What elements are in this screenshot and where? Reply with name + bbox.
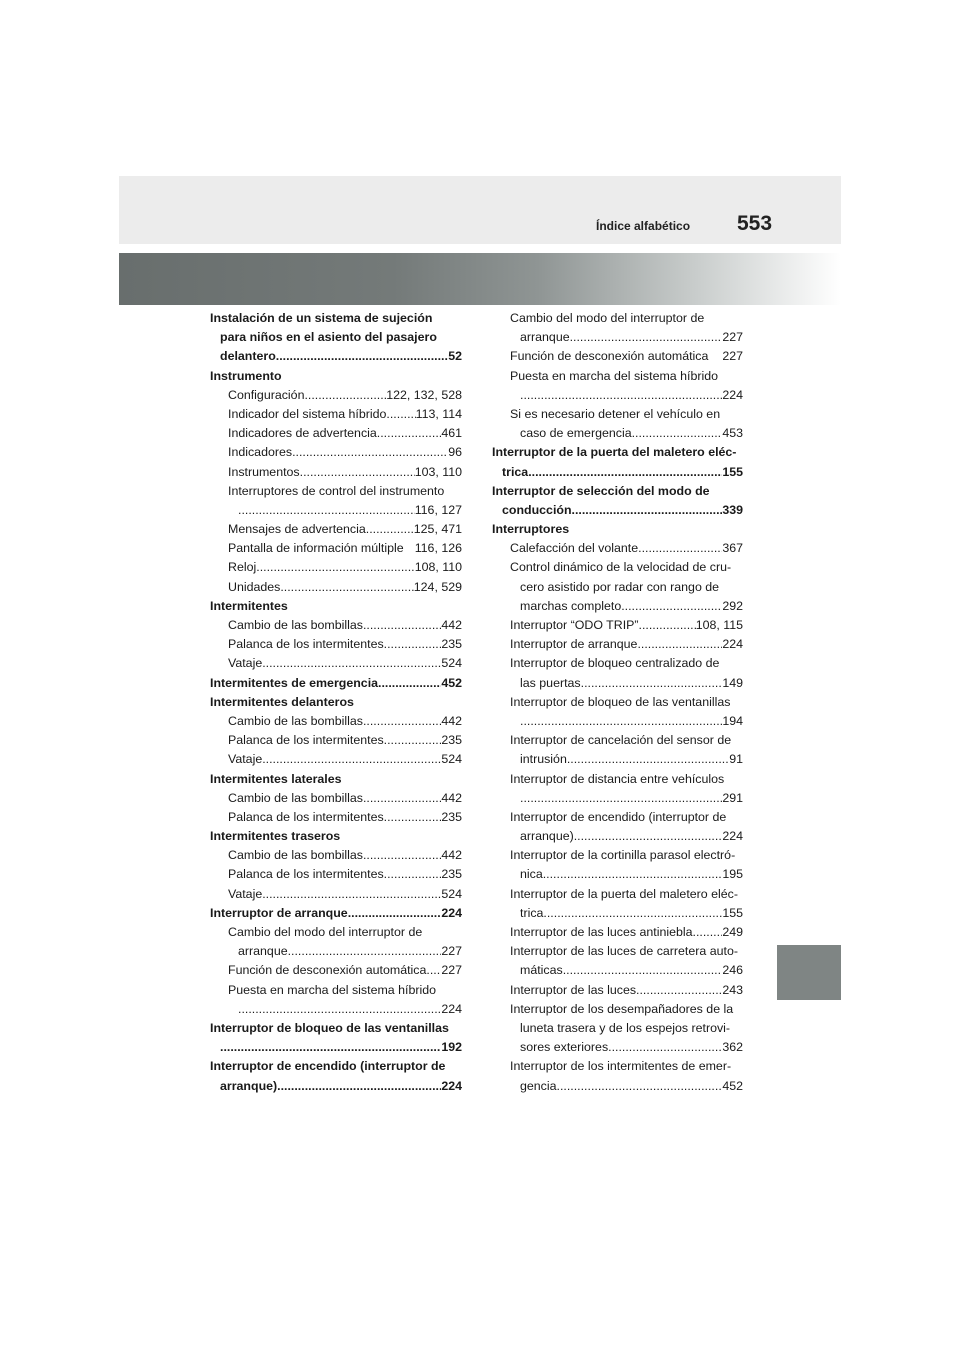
index-entry-page: 461 — [441, 426, 462, 441]
index-entry-label: arranque — [520, 330, 570, 345]
index-entry — [492, 328, 743, 347]
dot-leader — [567, 750, 729, 769]
dot-leader — [363, 846, 441, 865]
index-entry-label: Interruptor de bloqueo de las ventanillas — [510, 694, 731, 709]
dot-leader — [574, 827, 723, 846]
index-entry-label: arranque) — [220, 1078, 278, 1093]
dot-leader — [377, 424, 442, 443]
index-entry — [492, 942, 743, 961]
index-entry-label: Interruptor de la puerta del maletero eléc- — [492, 445, 737, 460]
dot-leader — [220, 1038, 441, 1057]
index-entry-label: Interruptores — [492, 522, 570, 537]
index-entry-page: 116, 127 — [414, 502, 462, 517]
index-entry — [492, 654, 743, 673]
index-entry — [210, 923, 462, 942]
dot-leader — [363, 789, 441, 808]
index-entry — [492, 405, 743, 424]
index-entry-label: nica — [520, 867, 543, 882]
index-entry-label: arranque — [238, 944, 288, 959]
index-entry-page: 149 — [722, 675, 743, 690]
index-entry-page: 524 — [441, 752, 462, 767]
dot-leader — [543, 904, 722, 923]
index-entry — [492, 808, 743, 827]
header-band — [119, 176, 841, 244]
dot-leader — [238, 501, 415, 520]
index-entry — [492, 501, 743, 520]
index-entry-label: Interruptor de los intermitentes de emer- — [510, 1059, 732, 1074]
index-entry — [210, 827, 462, 846]
index-entry — [492, 827, 743, 846]
index-entry — [210, 386, 462, 405]
index-entry-page: 524 — [441, 886, 462, 901]
index-entry-page: 442 — [441, 618, 462, 632]
index-entry-page: 292 — [722, 598, 743, 613]
index-entry-label: Interruptor “ODO TRIP” — [510, 618, 639, 632]
dot-leader — [292, 443, 448, 462]
index-entry-label: Interruptor de encendido (interruptor de — [210, 1059, 446, 1074]
index-entry-label: Interruptor de encendido (interruptor de — [510, 809, 727, 824]
index-column-left — [210, 309, 462, 1096]
index-entry-label: arranque) — [520, 829, 574, 844]
index-entry — [210, 539, 462, 558]
dot-leader — [426, 961, 441, 980]
index-entry-page: 452 — [441, 675, 462, 690]
dot-leader — [581, 674, 723, 693]
index-entry-label: Cambio de las bombillas — [228, 713, 363, 728]
index-entry — [210, 482, 462, 501]
index-column-right — [492, 309, 743, 1096]
index-entry — [210, 578, 462, 597]
dot-leader — [632, 424, 723, 443]
index-entry-label: Palanca de los intermitentes — [228, 637, 384, 652]
index-entry-label: Control dinámico de la velocidad de cru- — [510, 560, 732, 575]
index-entry — [210, 597, 462, 616]
index-entry-page: 224 — [722, 637, 743, 652]
index-entry-page: 235 — [441, 733, 462, 748]
index-entry-page: 124, 529 — [413, 579, 462, 594]
index-entry-label: Cambio del modo del interruptor de — [510, 311, 705, 325]
index-entry-label: Unidades — [228, 579, 281, 594]
index-entry — [210, 1077, 462, 1096]
dot-leader — [384, 635, 442, 654]
index-entry-label: Puesta en marcha del sistema híbrido — [510, 368, 718, 383]
index-entry — [492, 520, 743, 539]
index-entry-page: 91 — [729, 752, 743, 767]
index-entry-label: trica — [520, 905, 544, 920]
index-entry-label: Vataje — [228, 752, 263, 767]
index-entry-page: 442 — [441, 848, 462, 863]
index-entry-label: Mensajes de advertencia — [228, 522, 366, 537]
index-entry — [492, 539, 743, 558]
dot-leader — [621, 597, 722, 616]
index-entry-label: Interruptor de bloqueo centralizado de — [510, 656, 720, 671]
dot-leader — [363, 712, 441, 731]
index-entry — [210, 309, 462, 328]
index-entry-page: 122, 132, 528 — [386, 387, 462, 402]
index-entry-label: delantero — [220, 349, 276, 364]
index-entry — [210, 981, 462, 1000]
index-entry-page: 442 — [441, 790, 462, 805]
index-entry-label: Cambio del modo del interruptor de — [228, 925, 423, 939]
index-entry-page: 52 — [448, 349, 462, 364]
index-entry-page: 125, 471 — [413, 522, 462, 537]
index-entry-page: 192 — [441, 1040, 462, 1055]
dot-leader — [637, 635, 722, 654]
index-entry-label: Intermitentes — [210, 598, 288, 613]
index-entry — [210, 1057, 462, 1076]
index-entry — [492, 885, 743, 904]
index-entry-page: 243 — [722, 982, 743, 997]
index-entry-label: marchas completo — [520, 598, 622, 613]
index-entry-label: intrusión — [520, 752, 567, 767]
index-entry — [492, 674, 743, 693]
index-entry — [210, 865, 462, 884]
index-entry — [492, 1038, 743, 1057]
index-entry-label: Vataje — [228, 656, 263, 671]
index-entry-label: luneta trasera y de los espejos retrovi- — [520, 1020, 731, 1035]
index-entry-page: 246 — [722, 963, 743, 978]
dot-leader — [693, 923, 723, 942]
dot-leader — [384, 808, 442, 827]
index-entry — [492, 443, 743, 462]
index-entry-page: 224 — [722, 387, 743, 402]
index-entry-page: 227 — [722, 349, 743, 364]
dot-leader — [238, 1000, 441, 1019]
index-entry-label: Palanca de los intermitentes — [228, 809, 384, 824]
dot-leader — [277, 1077, 441, 1096]
index-entry-label: Palanca de los intermitentes — [228, 733, 384, 748]
dot-leader — [363, 616, 441, 635]
index-entry-page: 224 — [441, 1001, 462, 1016]
index-entry — [210, 750, 462, 769]
dot-leader — [262, 654, 441, 673]
index-entry — [210, 520, 462, 539]
index-entry — [210, 367, 462, 386]
index-entry — [210, 463, 462, 482]
section-title: Índice alfabético — [596, 219, 691, 233]
dot-leader — [262, 750, 441, 769]
index-entry — [492, 770, 743, 789]
index-entry — [492, 424, 743, 443]
dot-leader — [262, 885, 441, 904]
index-entry — [210, 501, 462, 520]
index-entry-page: 113, 114 — [415, 406, 462, 421]
index-entry-page: 96 — [448, 445, 462, 460]
index-entry — [210, 1000, 462, 1019]
index-entry — [210, 846, 462, 865]
index-entry — [210, 424, 462, 443]
index-entry — [210, 328, 462, 347]
index-entry — [210, 808, 462, 827]
header-gradient-bar — [119, 253, 841, 305]
index-entry-label: Intermitentes traseros — [210, 829, 341, 844]
index-entry-label: Interruptor de la puerta del maletero eléc- — [510, 886, 738, 901]
index-entry-page: 249 — [722, 925, 743, 939]
index-entry-label: para niños en el asiento del pasajero — [220, 330, 437, 345]
index-entry-page: 103, 110 — [414, 464, 462, 479]
dot-leader — [520, 789, 722, 808]
index-entry-label: caso de emergencia — [520, 426, 632, 441]
index-entry-label: Indicador del sistema híbrido — [228, 406, 387, 421]
index-entry-page: 227 — [722, 330, 743, 345]
dot-leader — [300, 463, 415, 482]
index-entry — [492, 712, 743, 731]
index-entry-page: 291 — [722, 790, 743, 805]
index-entry — [492, 367, 743, 386]
dot-leader — [256, 558, 414, 577]
index-entry — [492, 961, 743, 980]
dot-leader — [543, 865, 723, 884]
dot-leader — [557, 1077, 723, 1096]
index-entry — [210, 693, 462, 712]
index-entry — [492, 923, 743, 942]
dot-leader — [348, 904, 442, 923]
index-entry — [492, 865, 743, 884]
index-entry — [492, 750, 743, 769]
index-entry — [492, 482, 743, 501]
dot-leader — [528, 463, 722, 482]
dot-leader — [639, 616, 696, 635]
index-entry-page: 227 — [441, 944, 462, 959]
index-entry — [210, 674, 462, 693]
index-entry — [492, 558, 743, 577]
dot-leader — [636, 981, 722, 1000]
index-entry — [210, 616, 462, 635]
dot-leader — [276, 347, 448, 366]
index-entry-page: 235 — [441, 867, 462, 882]
index-entry-label: Cambio de las bombillas — [228, 618, 363, 632]
index-entry — [210, 635, 462, 654]
dot-leader — [386, 405, 415, 424]
index-entry-label: conducción — [502, 502, 572, 517]
index-entry-page: 195 — [722, 867, 743, 882]
dot-leader — [384, 865, 442, 884]
index-entry-label: Interruptor de cancelación del sensor de — [510, 733, 732, 748]
index-entry-label: Reloj — [228, 560, 257, 575]
index-entry — [210, 443, 462, 462]
index-entry-label: Si es necesario detener el vehículo en — [510, 406, 721, 421]
index-entry-label: Calefacción del volante — [510, 541, 639, 556]
index-entry — [210, 347, 462, 366]
index-entry-label: máticas — [520, 963, 563, 978]
dot-leader — [288, 942, 442, 961]
index-entry — [492, 731, 743, 750]
index-entry-page: 235 — [441, 809, 462, 824]
index-entry — [210, 961, 462, 980]
index-entry — [492, 1077, 743, 1096]
page-number: 553 — [737, 212, 773, 235]
index-entry — [210, 942, 462, 961]
index-entry-label: Interruptor de selección del modo de — [492, 483, 710, 498]
dot-leader — [280, 578, 413, 597]
index-entry — [492, 309, 743, 328]
index-entry — [492, 1019, 743, 1038]
index-entry-label: Puesta en marcha del sistema híbrido — [228, 982, 436, 997]
index-entry-label: Indicadores — [228, 445, 293, 460]
dot-leader — [608, 1038, 722, 1057]
index-entry — [210, 712, 462, 731]
index-entry-label: Palanca de los intermitentes — [228, 867, 384, 882]
dot-leader — [572, 501, 723, 520]
index-entry — [492, 347, 743, 366]
index-entry-label: Interruptor de arranque — [210, 905, 348, 920]
dot-leader — [638, 539, 722, 558]
index-entry — [210, 654, 462, 673]
index-entry-label: Cambio de las bombillas — [228, 790, 363, 805]
index-entry-page: 367 — [722, 541, 743, 556]
index-entry — [492, 1057, 743, 1076]
dot-leader — [520, 712, 722, 731]
index-entry-label: Función de desconexión automática — [228, 963, 427, 978]
index-entry-page: 524 — [441, 656, 462, 671]
index-entry — [492, 693, 743, 712]
index-entry-label: Cambio de las bombillas — [228, 848, 363, 863]
index-entry-label: Interruptor de las luces — [510, 982, 637, 997]
index-entry — [492, 789, 743, 808]
dot-leader — [378, 674, 441, 693]
index-entry-label: Indicadores de advertencia — [228, 426, 377, 441]
index-entry-page: 362 — [722, 1040, 743, 1055]
index-entry-page: 224 — [722, 829, 743, 844]
index-entry-label: Interruptores de control del instrumento — [228, 483, 445, 498]
index-entry-label: Interruptor de distancia entre vehículos — [510, 771, 725, 786]
index-entry — [492, 463, 743, 482]
index-entry — [210, 1038, 462, 1057]
index-entry-label: Instalación de un sistema de sujeción — [210, 311, 433, 325]
index-entry-label: Vataje — [228, 886, 263, 901]
index-entry-label: Interruptor de los desempañadores de la — [510, 1001, 734, 1016]
index-entry — [492, 904, 743, 923]
dot-leader — [304, 386, 386, 405]
index-entry-page: 453 — [722, 426, 743, 441]
index-entry — [210, 885, 462, 904]
index-entry — [210, 731, 462, 750]
index-entry-label: Intermitentes laterales — [210, 771, 342, 786]
index-entry — [492, 597, 743, 616]
index-entry-page: 227 — [441, 963, 462, 978]
index-entry-label: cero asistido por radar con rango de — [520, 579, 720, 594]
index-entry-label: Interruptor de bloqueo de las ventanillas — [210, 1020, 449, 1035]
index-entry-page: 108, 110 — [414, 560, 462, 575]
index-entry-label: Función de desconexión automática — [510, 349, 709, 364]
index-entry-page: 452 — [722, 1078, 743, 1093]
index-entry-label: trica — [502, 464, 529, 479]
index-entry-label: sores exteriores — [520, 1040, 609, 1055]
index-entry-label: las puertas — [520, 675, 581, 690]
index-entry-page: 108, 115 — [695, 618, 743, 632]
dot-leader — [520, 386, 722, 405]
index-entry-label: Interruptor de la cortinilla parasol electró- — [510, 848, 736, 863]
section-side-tab — [777, 945, 841, 1000]
index-entry-page: 442 — [441, 713, 462, 728]
index-entry-label: Interruptor de las luces de carretera auto- — [510, 944, 738, 959]
index-entry — [492, 981, 743, 1000]
dot-leader — [366, 520, 414, 539]
dot-leader — [384, 731, 442, 750]
index-entry — [210, 770, 462, 789]
index-entry-label: Interruptor de arranque — [510, 637, 638, 652]
index-entry — [492, 846, 743, 865]
index-entry-page: 155 — [722, 905, 743, 920]
index-entry-label: Configuración — [228, 387, 305, 402]
index-entry-page: 224 — [441, 1078, 462, 1093]
index-entry-label: Intermitentes de emergencia — [210, 675, 379, 690]
index-entry-label: Pantalla de información múltiple — [228, 541, 404, 556]
index-entry-page: 224 — [441, 905, 462, 920]
index-entry-page: 155 — [722, 464, 743, 479]
index-entry — [492, 578, 743, 597]
dot-leader — [563, 961, 723, 980]
index-entry — [210, 789, 462, 808]
index-entry-label: Intermitentes delanteros — [210, 694, 354, 709]
index-entry — [210, 904, 462, 923]
index-entry — [210, 558, 462, 577]
index-entry-page: 116, 126 — [414, 541, 462, 556]
index-entry-label: Instrumentos — [228, 464, 300, 479]
index-entry — [492, 1000, 743, 1019]
index-entry — [210, 1019, 462, 1038]
dot-leader — [570, 328, 723, 347]
index-entry-label: gencia — [520, 1078, 557, 1093]
index-entry-page: 194 — [722, 713, 743, 728]
index-entry — [492, 635, 743, 654]
index-entry — [492, 386, 743, 405]
index-entry — [210, 405, 462, 424]
index-entry-page: 235 — [441, 637, 462, 652]
index-entry-label: Interruptor de las luces antiniebla — [510, 925, 693, 939]
index-entry — [492, 616, 743, 635]
index-entry-page: 339 — [722, 502, 743, 517]
index-entry-label: Instrumento — [210, 368, 282, 383]
